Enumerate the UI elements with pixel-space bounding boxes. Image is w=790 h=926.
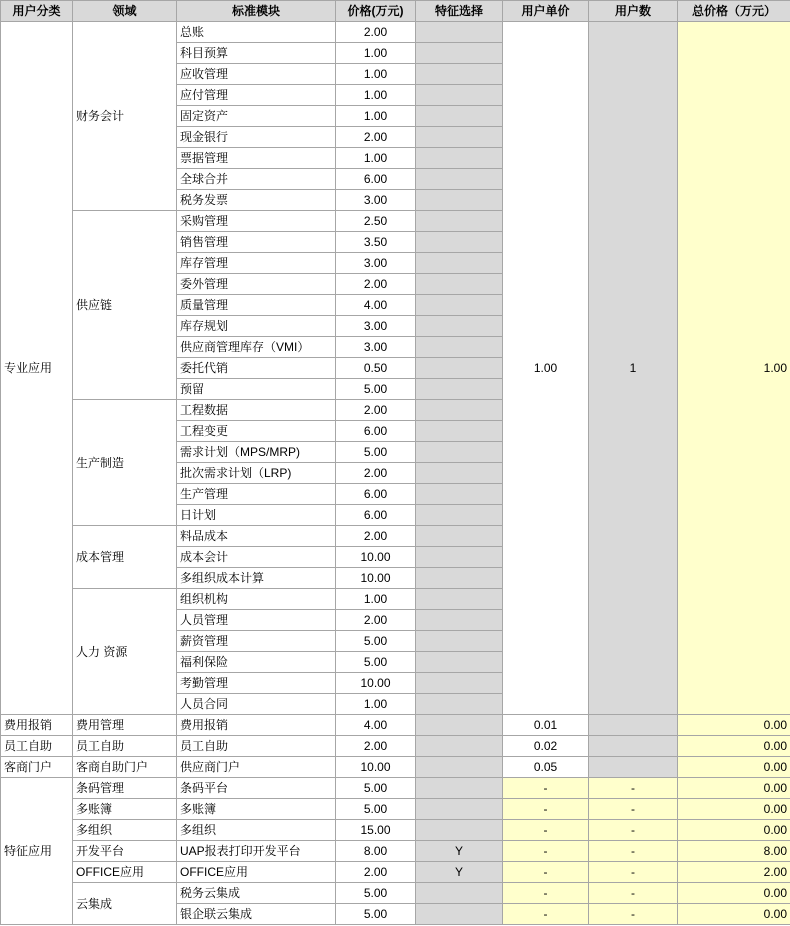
module-cell[interactable]: 薪资管理 bbox=[177, 631, 336, 652]
table-row bbox=[1, 715, 790, 736]
feature-cell[interactable]: Y bbox=[416, 841, 503, 862]
table-row bbox=[1, 22, 790, 43]
user-count-cell[interactable]: - bbox=[589, 799, 678, 820]
feature-cell[interactable] bbox=[416, 652, 503, 673]
unit-price-cell[interactable]: - bbox=[503, 799, 589, 820]
domain-cell[interactable]: 员工自助 bbox=[73, 736, 177, 757]
price-cell[interactable]: 5.00 bbox=[336, 778, 416, 799]
unit-price-cell[interactable]: - bbox=[503, 841, 589, 862]
unit-price-cell[interactable]: - bbox=[503, 904, 589, 925]
price-cell[interactable]: 2.00 bbox=[336, 127, 416, 148]
feature-cell[interactable] bbox=[416, 85, 503, 106]
feature-cell[interactable] bbox=[416, 820, 503, 841]
feature-cell[interactable] bbox=[416, 169, 503, 190]
price-cell[interactable]: 5.00 bbox=[336, 652, 416, 673]
module-cell[interactable]: 总账 bbox=[177, 22, 336, 43]
unit-price-cell[interactable]: 0.05 bbox=[503, 757, 589, 778]
unit-price-cell[interactable]: - bbox=[503, 862, 589, 883]
price-cell[interactable]: 6.00 bbox=[336, 169, 416, 190]
price-cell[interactable]: 10.00 bbox=[336, 757, 416, 778]
table-row bbox=[1, 799, 790, 820]
price-cell[interactable]: 10.00 bbox=[336, 673, 416, 694]
feature-cell[interactable] bbox=[416, 694, 503, 715]
table-row bbox=[1, 736, 790, 757]
table-row bbox=[1, 862, 790, 883]
table-row bbox=[1, 883, 790, 904]
price-cell[interactable]: 6.00 bbox=[336, 421, 416, 442]
total-cell[interactable]: 0.00 bbox=[678, 778, 790, 799]
module-cell[interactable]: 库存规划 bbox=[177, 316, 336, 337]
module-cell[interactable]: 工程数据 bbox=[177, 400, 336, 421]
module-cell[interactable]: 生产管理 bbox=[177, 484, 336, 505]
feature-cell[interactable] bbox=[416, 106, 503, 127]
feature-cell[interactable] bbox=[416, 799, 503, 820]
feature-cell[interactable] bbox=[416, 253, 503, 274]
feature-cell[interactable] bbox=[416, 568, 503, 589]
feature-cell[interactable] bbox=[416, 505, 503, 526]
price-cell[interactable]: 3.00 bbox=[336, 190, 416, 211]
user-count-cell[interactable]: - bbox=[589, 778, 678, 799]
user-count-cell[interactable]: 1 bbox=[589, 22, 678, 715]
domain-cell[interactable]: 成本管理 bbox=[73, 526, 177, 589]
price-cell[interactable]: 2.00 bbox=[336, 400, 416, 421]
module-cell[interactable]: OFFICE应用 bbox=[177, 862, 336, 883]
module-cell[interactable]: 库存管理 bbox=[177, 253, 336, 274]
price-cell[interactable]: 3.50 bbox=[336, 232, 416, 253]
price-cell[interactable]: 6.00 bbox=[336, 484, 416, 505]
feature-cell[interactable] bbox=[416, 778, 503, 799]
feature-cell[interactable] bbox=[416, 22, 503, 43]
user-count-cell[interactable]: - bbox=[589, 904, 678, 925]
feature-cell[interactable] bbox=[416, 190, 503, 211]
price-cell[interactable]: 10.00 bbox=[336, 568, 416, 589]
domain-cell[interactable]: 供应链 bbox=[73, 211, 177, 400]
module-cell[interactable]: 全球合并 bbox=[177, 169, 336, 190]
price-cell[interactable]: 1.00 bbox=[336, 148, 416, 169]
price-cell[interactable]: 1.00 bbox=[336, 64, 416, 85]
category-cell[interactable]: 客商门户 bbox=[1, 757, 73, 778]
header-user-count[interactable]: 用户数 bbox=[589, 1, 678, 22]
total-cell[interactable]: 0.00 bbox=[678, 820, 790, 841]
price-cell[interactable]: 0.50 bbox=[336, 358, 416, 379]
total-cell[interactable]: 2.00 bbox=[678, 862, 790, 883]
price-cell[interactable]: 4.00 bbox=[336, 295, 416, 316]
module-cell[interactable]: 工程变更 bbox=[177, 421, 336, 442]
module-cell[interactable]: 税务发票 bbox=[177, 190, 336, 211]
module-cell[interactable]: 固定资产 bbox=[177, 106, 336, 127]
unit-price-cell[interactable]: 0.01 bbox=[503, 715, 589, 736]
price-cell[interactable]: 1.00 bbox=[336, 106, 416, 127]
module-cell[interactable]: 多组织 bbox=[177, 820, 336, 841]
user-count-cell[interactable] bbox=[589, 715, 678, 736]
feature-cell[interactable] bbox=[416, 547, 503, 568]
feature-cell[interactable] bbox=[416, 715, 503, 736]
price-cell[interactable]: 2.00 bbox=[336, 22, 416, 43]
price-cell[interactable]: 3.00 bbox=[336, 253, 416, 274]
price-cell[interactable]: 2.00 bbox=[336, 862, 416, 883]
domain-cell[interactable]: 客商自助门户 bbox=[73, 757, 177, 778]
table-row bbox=[1, 820, 790, 841]
feature-cell[interactable] bbox=[416, 484, 503, 505]
unit-price-cell[interactable]: 0.02 bbox=[503, 736, 589, 757]
price-cell[interactable]: 8.00 bbox=[336, 841, 416, 862]
module-cell[interactable]: 销售管理 bbox=[177, 232, 336, 253]
total-cell[interactable]: 0.00 bbox=[678, 904, 790, 925]
table-row bbox=[1, 841, 790, 862]
unit-price-cell[interactable]: - bbox=[503, 820, 589, 841]
table-body bbox=[1, 22, 790, 925]
module-cell[interactable]: 日计划 bbox=[177, 505, 336, 526]
feature-cell[interactable] bbox=[416, 337, 503, 358]
price-cell[interactable]: 3.00 bbox=[336, 337, 416, 358]
category-cell[interactable]: 费用报销 bbox=[1, 715, 73, 736]
table-row bbox=[1, 757, 790, 778]
domain-cell[interactable]: 开发平台 bbox=[73, 841, 177, 862]
module-cell[interactable]: 票据管理 bbox=[177, 148, 336, 169]
feature-cell[interactable] bbox=[416, 316, 503, 337]
feature-cell[interactable] bbox=[416, 673, 503, 694]
module-cell[interactable]: 员工自助 bbox=[177, 736, 336, 757]
feature-cell[interactable] bbox=[416, 64, 503, 85]
domain-cell[interactable]: 条码管理 bbox=[73, 778, 177, 799]
module-cell[interactable]: 成本会计 bbox=[177, 547, 336, 568]
unit-price-cell[interactable]: - bbox=[503, 778, 589, 799]
price-cell[interactable]: 2.00 bbox=[336, 610, 416, 631]
feature-cell[interactable] bbox=[416, 379, 503, 400]
total-cell[interactable]: 0.00 bbox=[678, 715, 790, 736]
domain-cell[interactable]: 多组织 bbox=[73, 820, 177, 841]
header-unit-price[interactable]: 用户单价 bbox=[503, 1, 589, 22]
module-cell[interactable]: 科目预算 bbox=[177, 43, 336, 64]
user-count-cell[interactable]: - bbox=[589, 862, 678, 883]
header-module[interactable]: 标准模块 bbox=[177, 1, 336, 22]
feature-cell[interactable] bbox=[416, 463, 503, 484]
module-cell[interactable]: 人员合同 bbox=[177, 694, 336, 715]
feature-cell[interactable] bbox=[416, 526, 503, 547]
header-category[interactable]: 用户分类 bbox=[1, 1, 73, 22]
module-cell[interactable]: 多组织成本计算 bbox=[177, 568, 336, 589]
price-cell[interactable]: 5.00 bbox=[336, 631, 416, 652]
user-count-cell[interactable] bbox=[589, 757, 678, 778]
total-cell[interactable]: 0.00 bbox=[678, 757, 790, 778]
feature-cell[interactable] bbox=[416, 232, 503, 253]
feature-cell[interactable] bbox=[416, 883, 503, 904]
feature-cell[interactable] bbox=[416, 631, 503, 652]
module-cell[interactable]: 现金银行 bbox=[177, 127, 336, 148]
feature-cell[interactable] bbox=[416, 610, 503, 631]
module-cell[interactable]: 供应商门户 bbox=[177, 757, 336, 778]
price-cell[interactable]: 5.00 bbox=[336, 379, 416, 400]
domain-cell[interactable]: 云集成 bbox=[73, 883, 177, 925]
total-cell[interactable]: 0.00 bbox=[678, 883, 790, 904]
price-cell[interactable]: 2.00 bbox=[336, 736, 416, 757]
module-cell[interactable]: 人员管理 bbox=[177, 610, 336, 631]
feature-cell[interactable] bbox=[416, 442, 503, 463]
feature-cell[interactable] bbox=[416, 295, 503, 316]
header-price[interactable]: 价格(万元) bbox=[336, 1, 416, 22]
feature-cell[interactable] bbox=[416, 211, 503, 232]
price-cell[interactable]: 5.00 bbox=[336, 883, 416, 904]
total-cell[interactable]: 1.00 bbox=[678, 22, 790, 715]
feature-cell[interactable] bbox=[416, 736, 503, 757]
price-cell[interactable]: 4.00 bbox=[336, 715, 416, 736]
domain-cell[interactable]: 费用管理 bbox=[73, 715, 177, 736]
price-cell[interactable]: 5.00 bbox=[336, 904, 416, 925]
price-cell[interactable]: 3.00 bbox=[336, 316, 416, 337]
user-count-cell[interactable]: - bbox=[589, 841, 678, 862]
user-count-cell[interactable]: - bbox=[589, 820, 678, 841]
module-cell[interactable]: 条码平台 bbox=[177, 778, 336, 799]
module-cell[interactable]: 预留 bbox=[177, 379, 336, 400]
category-cell[interactable]: 特征应用 bbox=[1, 778, 73, 925]
user-count-cell[interactable]: - bbox=[589, 883, 678, 904]
price-cell[interactable]: 15.00 bbox=[336, 820, 416, 841]
domain-cell[interactable]: 人力 资源 bbox=[73, 589, 177, 715]
feature-cell[interactable] bbox=[416, 43, 503, 64]
unit-price-cell[interactable]: 1.00 bbox=[503, 22, 589, 715]
price-cell[interactable]: 1.00 bbox=[336, 589, 416, 610]
feature-cell[interactable] bbox=[416, 148, 503, 169]
module-cell[interactable]: 需求计划（MPS/MRP) bbox=[177, 442, 336, 463]
table-row bbox=[1, 778, 790, 799]
header-domain[interactable]: 领域 bbox=[73, 1, 177, 22]
price-cell[interactable]: 5.00 bbox=[336, 442, 416, 463]
total-cell[interactable]: 8.00 bbox=[678, 841, 790, 862]
domain-cell[interactable]: 多账簿 bbox=[73, 799, 177, 820]
price-cell[interactable]: 2.00 bbox=[336, 526, 416, 547]
feature-cell[interactable] bbox=[416, 757, 503, 778]
module-cell[interactable]: 供应商管理库存（VMI） bbox=[177, 337, 336, 358]
module-cell[interactable]: 应付管理 bbox=[177, 85, 336, 106]
domain-cell[interactable]: 财务会计 bbox=[73, 22, 177, 211]
module-cell[interactable]: 组织机构 bbox=[177, 589, 336, 610]
price-cell[interactable]: 5.00 bbox=[336, 799, 416, 820]
header-row bbox=[1, 1, 790, 22]
module-cell[interactable]: 委外管理 bbox=[177, 274, 336, 295]
module-cell[interactable]: 料品成本 bbox=[177, 526, 336, 547]
feature-cell[interactable] bbox=[416, 589, 503, 610]
category-cell[interactable]: 员工自助 bbox=[1, 736, 73, 757]
feature-cell[interactable] bbox=[416, 421, 503, 442]
feature-cell[interactable]: Y bbox=[416, 862, 503, 883]
module-cell[interactable]: 应收管理 bbox=[177, 64, 336, 85]
price-cell[interactable]: 1.00 bbox=[336, 43, 416, 64]
feature-cell[interactable] bbox=[416, 127, 503, 148]
header-total[interactable]: 总价格（万元） bbox=[678, 1, 790, 22]
price-cell[interactable]: 1.00 bbox=[336, 85, 416, 106]
price-cell[interactable]: 6.00 bbox=[336, 505, 416, 526]
price-cell[interactable]: 2.50 bbox=[336, 211, 416, 232]
module-cell[interactable]: 考勤管理 bbox=[177, 673, 336, 694]
category-cell[interactable]: 专业应用 bbox=[1, 22, 73, 715]
module-cell[interactable]: UAP报表打印开发平台 bbox=[177, 841, 336, 862]
module-cell[interactable]: 委托代销 bbox=[177, 358, 336, 379]
module-cell[interactable]: 费用报销 bbox=[177, 715, 336, 736]
feature-cell[interactable] bbox=[416, 358, 503, 379]
total-cell[interactable]: 0.00 bbox=[678, 736, 790, 757]
price-cell[interactable]: 1.00 bbox=[336, 694, 416, 715]
price-cell[interactable]: 2.00 bbox=[336, 463, 416, 484]
module-cell[interactable]: 税务云集成 bbox=[177, 883, 336, 904]
module-cell[interactable]: 质量管理 bbox=[177, 295, 336, 316]
feature-cell[interactable] bbox=[416, 400, 503, 421]
module-cell[interactable]: 福利保险 bbox=[177, 652, 336, 673]
feature-cell[interactable] bbox=[416, 274, 503, 295]
unit-price-cell[interactable]: - bbox=[503, 883, 589, 904]
header-feature[interactable]: 特征选择 bbox=[416, 1, 503, 22]
user-count-cell[interactable] bbox=[589, 736, 678, 757]
domain-cell[interactable]: OFFICE应用 bbox=[73, 862, 177, 883]
module-cell[interactable]: 批次需求计划（LRP) bbox=[177, 463, 336, 484]
module-cell[interactable]: 多账簿 bbox=[177, 799, 336, 820]
price-cell[interactable]: 10.00 bbox=[336, 547, 416, 568]
price-cell[interactable]: 2.00 bbox=[336, 274, 416, 295]
module-cell[interactable]: 银企联云集成 bbox=[177, 904, 336, 925]
total-cell[interactable]: 0.00 bbox=[678, 799, 790, 820]
feature-cell[interactable] bbox=[416, 904, 503, 925]
domain-cell[interactable]: 生产制造 bbox=[73, 400, 177, 526]
module-cell[interactable]: 采购管理 bbox=[177, 211, 336, 232]
